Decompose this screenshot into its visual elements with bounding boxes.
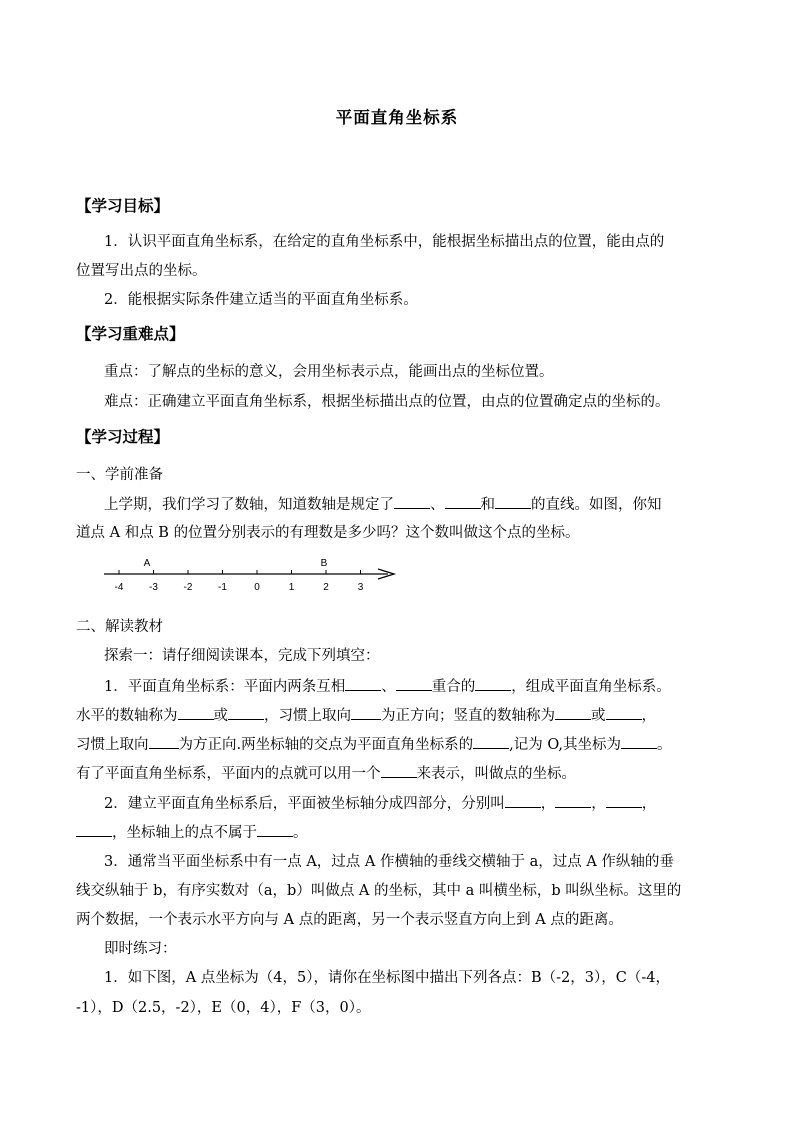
fill-blank[interactable] <box>555 705 591 720</box>
para-text: 为方正向.两坐标轴的交点为平面直角坐标系的 <box>178 737 474 753</box>
fill-blank[interactable] <box>475 676 511 691</box>
objective-1-line-1: 1．认识平面直角坐标系，在给定的直角坐标系中，能根据坐标描出点的位置，能由点的 <box>104 234 665 250</box>
para-text: 习惯上取向 <box>76 737 149 753</box>
fill-blank[interactable] <box>396 676 432 691</box>
para-text: ， <box>641 708 656 724</box>
prep-text: 、 <box>430 497 445 513</box>
para-text: 、 <box>381 679 396 695</box>
fill-blank[interactable] <box>621 734 657 749</box>
point-b-label: B <box>320 558 328 569</box>
number-line-tick-label: -4 <box>114 582 124 593</box>
para-3-line-3: 两个数据，一个表示水平方向与 A 点的距离，另一个表示竖直方向上到 A 点的距离。 <box>76 912 623 928</box>
para-text: 或 <box>591 708 606 724</box>
para-text: ，习惯上取向 <box>264 708 351 724</box>
part-2-heading: 二、解读教材 <box>76 619 163 635</box>
number-line-tick-label: -2 <box>183 582 193 593</box>
fill-blank[interactable] <box>228 705 264 720</box>
number-line-figure <box>98 554 400 594</box>
number-line-tick-label: 1 <box>288 582 295 593</box>
part-1-heading: 一、学前准备 <box>76 467 163 483</box>
para-text: ，坐标轴上的点不属于 <box>112 825 257 841</box>
difficulty-text: 难点：正确建立平面直角坐标系，根据坐标描出点的位置，由点的位置确定点的坐标的。 <box>104 394 670 410</box>
para-text: ,记为 O,其坐标为 <box>509 737 621 753</box>
fill-blank[interactable] <box>473 734 509 749</box>
number-line-tick-label: 2 <box>323 582 329 593</box>
para-text: ， <box>641 796 657 812</box>
fill-blank[interactable] <box>394 494 430 509</box>
fill-blank[interactable] <box>606 793 642 808</box>
para-text: 水平的数轴称为 <box>76 708 178 724</box>
para-3-line-2: 线交纵轴于 b，有序实数对（a，b）叫做点 A 的坐标，其中 a 叫横坐标，b 叫纵坐标。这里的 <box>76 883 682 899</box>
para-text: 重合的 <box>431 679 476 695</box>
exercise-1-line-1: 1．如下图，A 点坐标为（4，5），请你在坐标图中描出下列各点：B（-2，3），C（-4， <box>104 970 670 986</box>
prep-text: 上学期，我们学习了数轴，知道数轴是规定了 <box>104 497 394 513</box>
fill-blank[interactable] <box>445 494 481 509</box>
para-1-line-1 <box>104 676 754 697</box>
objective-1-line-2: 位置写出点的坐标。 <box>76 263 207 279</box>
fill-blank[interactable] <box>381 763 417 778</box>
fill-blank[interactable] <box>257 822 293 837</box>
section-heading-objectives: 【学习目标】 <box>76 197 170 215</box>
para-text: ， <box>540 796 556 812</box>
number-line-tick-label: -1 <box>218 582 227 593</box>
fill-blank[interactable] <box>76 822 112 837</box>
para-3-line-1: 3．通常当平面坐标系中有一点 A，过点 A 作横轴的垂线交横轴于 a，过点 A 作纵轴的垂 <box>104 854 674 870</box>
para-text: 。 <box>293 825 308 841</box>
objective-2: 2．能根据实际条件建立适当的平面直角坐标系。 <box>104 292 418 308</box>
fill-blank[interactable] <box>178 705 214 720</box>
fill-blank[interactable] <box>555 793 591 808</box>
section-heading-process: 【学习过程】 <box>76 428 170 446</box>
para-text: ，组成平面直角坐标系。 <box>511 679 671 695</box>
section-heading-key-difficulties: 【学习重难点】 <box>76 325 185 343</box>
para-text: ， <box>591 796 606 812</box>
practice-heading: 即时练习： <box>104 941 177 957</box>
fill-blank[interactable] <box>149 734 179 749</box>
para-text: 为正方向；竖直的数轴称为 <box>381 708 555 724</box>
para-text: 来表示，叫做点的坐标。 <box>416 766 576 782</box>
exercise-1-line-2: -1），D（2.5，-2），E（0，4），F（3，0）。 <box>76 1000 371 1016</box>
para-text: 。 <box>656 737 672 753</box>
fill-blank[interactable] <box>345 676 381 691</box>
prep-line-1 <box>104 494 754 515</box>
fill-blank[interactable] <box>606 705 642 720</box>
para-2-line-2 <box>76 822 726 843</box>
prep-line-2: 道点 A 和点 B 的位置分别表示的有理数是多少吗？这个数叫做这个点的坐标。 <box>76 525 580 541</box>
para-text: 1．平面直角坐标系：平面内两条互相 <box>104 679 346 695</box>
key-point-text: 重点：了解点的坐标的意义，会用坐标表示点，能画出点的坐标位置。 <box>104 364 554 380</box>
fill-blank[interactable] <box>351 705 381 720</box>
prep-text: 的直线。如图，你知 <box>531 497 662 513</box>
point-a-label: A <box>143 558 151 569</box>
para-1-line-3 <box>76 734 726 755</box>
fill-blank[interactable] <box>505 793 541 808</box>
para-1-line-2 <box>76 705 726 726</box>
para-1-line-4 <box>76 763 726 784</box>
fill-blank[interactable] <box>495 494 531 509</box>
explore-1-prompt: 探索一：请仔细阅读课本，完成下列填空： <box>104 648 380 664</box>
para-text: 有了平面直角坐标系，平面内的点就可以用一个 <box>76 766 381 782</box>
page-title: 平面直角坐标系 <box>335 108 459 127</box>
number-line-tick-label: -3 <box>149 582 158 593</box>
number-line-tick-label: 3 <box>357 582 364 593</box>
number-line-tick-label: 0 <box>254 582 260 593</box>
para-text: 2．建立平面直角坐标系后，平面被坐标轴分成四部分，分别叫 <box>104 796 505 812</box>
para-2-line-1 <box>104 793 754 814</box>
prep-text: 和 <box>480 497 495 513</box>
para-text: 或 <box>213 708 228 724</box>
